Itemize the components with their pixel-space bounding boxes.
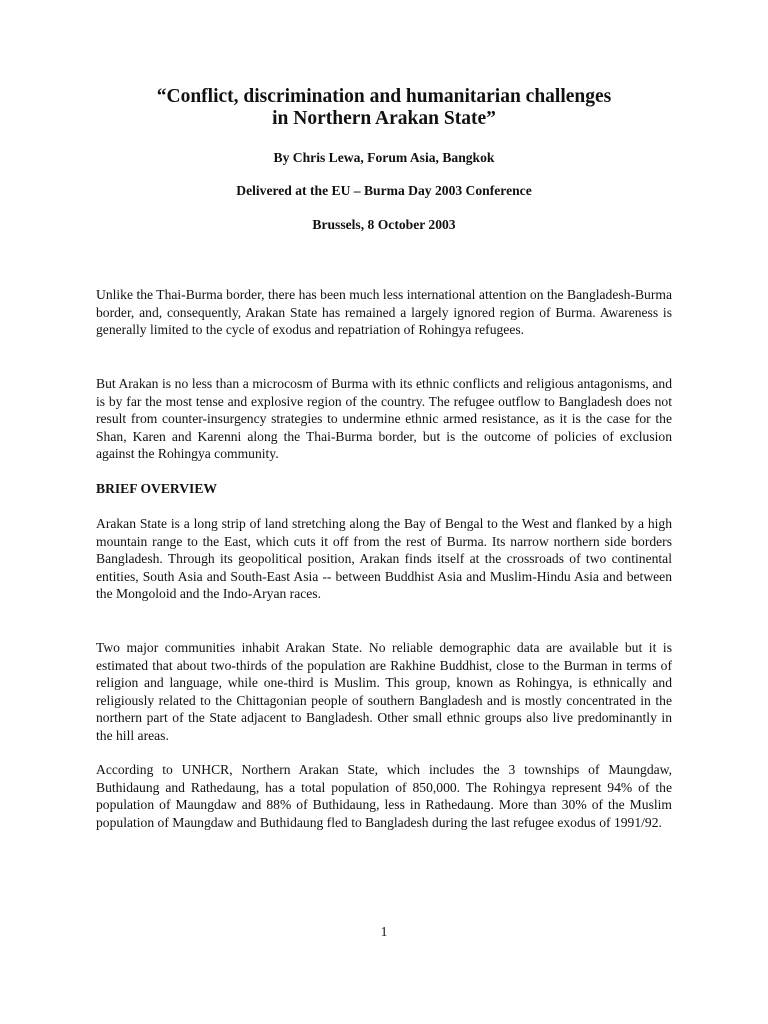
document-title <box>96 86 672 130</box>
author-line: By Chris Lewa, Forum Asia, Bangkok <box>273 150 495 165</box>
paragraph-geography: Arakan State is a long strip of land stretching along the Bay of Bengal to the West and flanked by a high mountain range to the East, which cuts it off from the rest of Burma. Its narrow northern side borders Bangladesh. Through its geopolitical position, Arakan finds itself at the crossroads of two continental entities, South Asia and South-East Asia -- between Buddhist Asia and Muslim-Hindu Asia and between the Mongoloid and the Indo-Aryan races. <box>96 516 672 602</box>
paragraph-intro: Unlike the Thai-Burma border, there has been much less international attention on the Bangladesh-Burma border, and, consequently, Arakan State has remained a largely ignored region of Burma. Awareness is generally limited to the cycle of exodus and repatriation of Rohingya refugees. <box>96 287 672 338</box>
page-number: 1 <box>380 924 388 939</box>
delivered-line: Delivered at the EU – Burma Day 2003 Conference <box>236 183 532 198</box>
paragraph-communities: Two major communities inhabit Arakan State. No reliable demographic data are available but it is estimated that about two-thirds of the population are Rakhine Buddhist, close to the Burman in terms of religion and language, while one-third is Muslim. This group, known as Rohingya, is ethnically and religiously related to the Chittagonian people of southern Bangladesh and is mostly concentrated in the northern part of the State adjacent to Bangladesh. Other small ethnic groups also live predominantly in the hill areas. <box>96 640 672 743</box>
title-line-1: “Conflict, discrimination and humanitarian challenges <box>156 86 612 107</box>
date-line: Brussels, 8 October 2003 <box>312 217 456 232</box>
paragraph-population: According to UNHCR, Northern Arakan State, which includes the 3 townships of Maungdaw, Buthidaung and Rathedaung, has a total population of 850,000. The Rohingya represent 94% of the population of Maungdaw and 88% of Buthidaung, less in Rathedaung. More than 30% of the Muslim population of Maungdaw and Buthidaung fled to Bangladesh during the last refugee exodus of 1991/92. <box>96 762 672 830</box>
paragraph-microcosm: But Arakan is no less than a microcosm of Burma with its ethnic conflicts and religious antagonisms, and is by far the most tense and explosive region of the country. The refugee outflow to Bangladesh does not result from counter-insurgency strategies to undermine ethnic armed resistance, as it is the case for the Shan, Karen and Karenni along the Thai-Burma border, but is the outcome of policies of exclusion against the Rohingya community. <box>96 376 672 462</box>
title-line-2: in Northern Arakan State” <box>272 108 496 129</box>
section-heading: BRIEF OVERVIEW <box>96 481 218 496</box>
